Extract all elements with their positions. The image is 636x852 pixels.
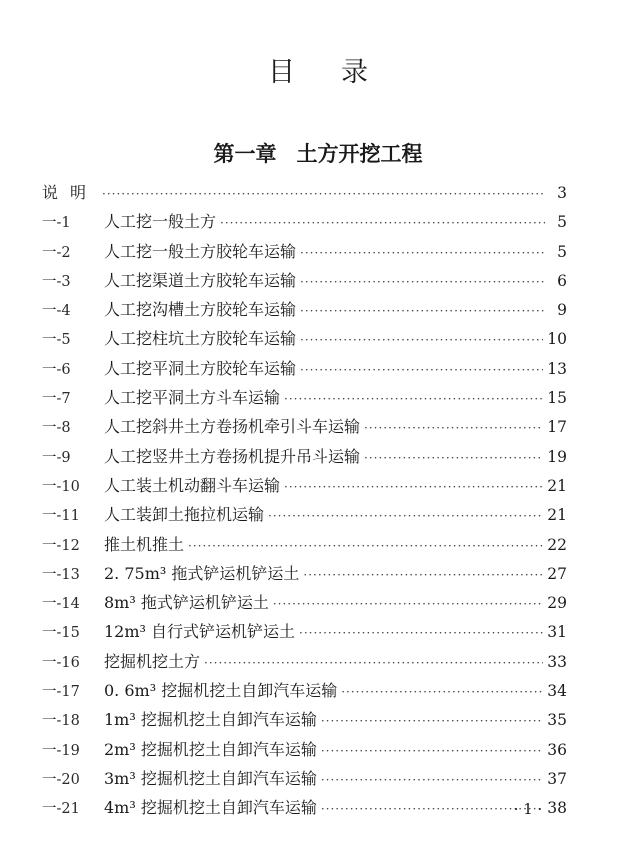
dot-leader	[188, 532, 543, 561]
toc-entry-page: 29	[547, 594, 567, 613]
dot-leader	[341, 678, 543, 707]
toc-entry[interactable]	[42, 530, 567, 559]
toc-entry[interactable]	[42, 617, 567, 646]
toc-entry-page: 31	[547, 623, 567, 642]
toc-entry-title: 人工挖柱坑土方胶轮车运输	[104, 329, 297, 349]
dot-leader	[102, 180, 545, 209]
toc-entry-title: 2. 75m³ 拖式铲运机铲运土	[104, 563, 300, 583]
page-number: · 1 ·	[513, 800, 543, 818]
toc-entry-title: 人工挖竖井土方卷扬机提升吊斗运输	[104, 446, 361, 466]
toc-entry[interactable]	[42, 705, 567, 734]
dot-leader	[268, 502, 543, 531]
toc-entry-page: 38	[547, 799, 567, 818]
toc-entry-number: 一-14	[42, 596, 80, 613]
toc-entry-page: 19	[547, 447, 567, 466]
page-title	[0, 50, 636, 89]
toc-entry-title: 说明	[42, 183, 99, 202]
dot-leader	[299, 619, 543, 648]
toc-entry[interactable]	[42, 324, 567, 353]
toc-entry-number: 一-15	[42, 625, 80, 642]
toc-entry-title: 人工挖一般土方	[104, 212, 217, 232]
toc-entry-number: 一-11	[42, 508, 80, 525]
toc-entry[interactable]	[42, 412, 567, 441]
toc-entry[interactable]	[42, 442, 567, 471]
toc-entry-page: 6	[557, 271, 567, 290]
toc-entry[interactable]	[42, 471, 567, 500]
toc-entry-title: 4m³ 挖掘机挖土自卸汽车运输	[104, 798, 317, 818]
toc-entry-page: 22	[547, 535, 567, 554]
toc-entry-page: 17	[547, 418, 567, 437]
toc-entry[interactable]	[42, 178, 567, 207]
toc-entry-page: 15	[547, 389, 567, 408]
toc-entry-number: 一-4	[42, 303, 71, 320]
toc-entry-title: 挖掘机挖土方	[104, 651, 201, 671]
dot-leader	[321, 766, 543, 795]
toc-entry-title: 1m³ 挖掘机挖土自卸汽车运输	[104, 710, 317, 730]
toc-entry-number: 一-6	[42, 361, 71, 378]
toc-entry-page: 21	[547, 476, 567, 495]
toc-entry[interactable]	[42, 295, 567, 324]
toc-entry-page: 37	[547, 769, 567, 788]
toc-entry-page: 27	[547, 564, 567, 583]
toc-entry-number: 一-21	[42, 801, 80, 818]
dot-leader	[364, 414, 543, 443]
toc-entry-title: 人工装土机动翻斗车运输	[104, 475, 281, 495]
chapter-number: 第一章	[213, 142, 277, 166]
toc-entry-number: 一-20	[42, 771, 80, 788]
toc-entry-title: 3m³ 挖掘机挖土自卸汽车运输	[104, 768, 317, 788]
dot-leader	[300, 326, 543, 355]
toc-entry-number: 一-16	[42, 654, 80, 671]
toc-entry-number: 一-8	[42, 420, 71, 437]
toc-entry-page: 34	[547, 682, 567, 701]
page-title-left: 目	[268, 57, 295, 88]
toc-entry[interactable]	[42, 676, 567, 705]
toc-entry[interactable]	[42, 588, 567, 617]
toc-entry-page: 35	[547, 711, 567, 730]
toc-entry[interactable]	[42, 266, 567, 295]
chapter-name: 土方开挖工程	[296, 142, 423, 166]
dot-leader	[321, 707, 543, 736]
toc-entry-title: 人工挖沟槽土方胶轮车运输	[104, 300, 297, 320]
toc-entry-number: 一-19	[42, 742, 80, 759]
toc-entry-title: 0. 6m³ 挖掘机挖土自卸汽车运输	[104, 681, 338, 701]
toc-entry-title: 人工挖一般土方胶轮车运输	[104, 241, 297, 261]
toc-entry[interactable]	[42, 559, 567, 588]
toc-entry-number: 一-9	[42, 449, 71, 466]
toc-entry-number: 一-2	[42, 244, 71, 261]
dot-leader	[303, 561, 543, 590]
toc-entry-page: 36	[547, 740, 567, 759]
toc-entry[interactable]	[42, 735, 567, 764]
toc-entry-title: 人工挖渠道土方胶轮车运输	[104, 270, 297, 290]
toc-entry-title: 人工挖平洞土方斗车运输	[104, 388, 281, 408]
toc-entry-number: 一-13	[42, 566, 80, 583]
toc-entry[interactable]	[42, 500, 567, 529]
toc-entry-page: 3	[557, 184, 567, 202]
toc-entry-page: 10	[547, 330, 567, 349]
toc-entry-number: 一-10	[42, 478, 80, 495]
toc-entry-page: 21	[547, 506, 567, 525]
dot-leader	[300, 356, 543, 385]
toc-entry-title: 人工挖平洞土方胶轮车运输	[104, 358, 297, 378]
toc-entry-number: 一-18	[42, 713, 80, 730]
toc-entry-page: 5	[557, 213, 567, 232]
dot-leader	[300, 268, 545, 297]
toc-entry-page: 9	[557, 301, 567, 320]
toc-entry[interactable]	[42, 207, 567, 236]
toc-entry-page: 5	[557, 242, 567, 261]
dot-leader	[284, 473, 543, 502]
toc-entry-number: 一-12	[42, 537, 80, 554]
dot-leader	[220, 209, 545, 238]
dot-leader	[300, 297, 545, 326]
toc-entry[interactable]	[42, 793, 567, 822]
toc-entry[interactable]	[42, 647, 567, 676]
dot-leader	[273, 590, 543, 619]
toc-entry-number: 一-17	[42, 684, 80, 701]
table-of-contents	[42, 178, 567, 823]
toc-entry-page: 33	[547, 652, 567, 671]
toc-entry-number: 一-5	[42, 332, 71, 349]
toc-entry-title: 12m³ 自行式铲运机铲运土	[104, 622, 296, 642]
toc-entry[interactable]	[42, 764, 567, 793]
toc-entry-number: 一-7	[42, 391, 71, 408]
dot-leader	[204, 649, 543, 678]
toc-entry[interactable]	[42, 383, 567, 412]
toc-entry-title: 人工装卸土拖拉机运输	[104, 505, 265, 525]
toc-entry[interactable]	[42, 237, 567, 266]
chapter-title	[0, 138, 636, 168]
toc-entry-page: 13	[547, 359, 567, 378]
toc-entry-title: 2m³ 挖掘机挖土自卸汽车运输	[104, 739, 317, 759]
toc-entry-title: 推土机推土	[104, 534, 185, 554]
toc-entry-number: 一-1	[42, 215, 71, 232]
toc-entry[interactable]	[42, 354, 567, 383]
page-title-right: 录	[341, 57, 368, 88]
toc-entry-title: 8m³ 拖式铲运机铲运土	[104, 593, 269, 613]
dot-leader	[300, 239, 545, 268]
dot-leader	[321, 737, 543, 766]
dot-leader	[284, 385, 543, 414]
dot-leader	[364, 444, 543, 473]
toc-entry-number: 一-3	[42, 273, 71, 290]
toc-entry-title: 人工挖斜井土方卷扬机牵引斗车运输	[104, 417, 361, 437]
